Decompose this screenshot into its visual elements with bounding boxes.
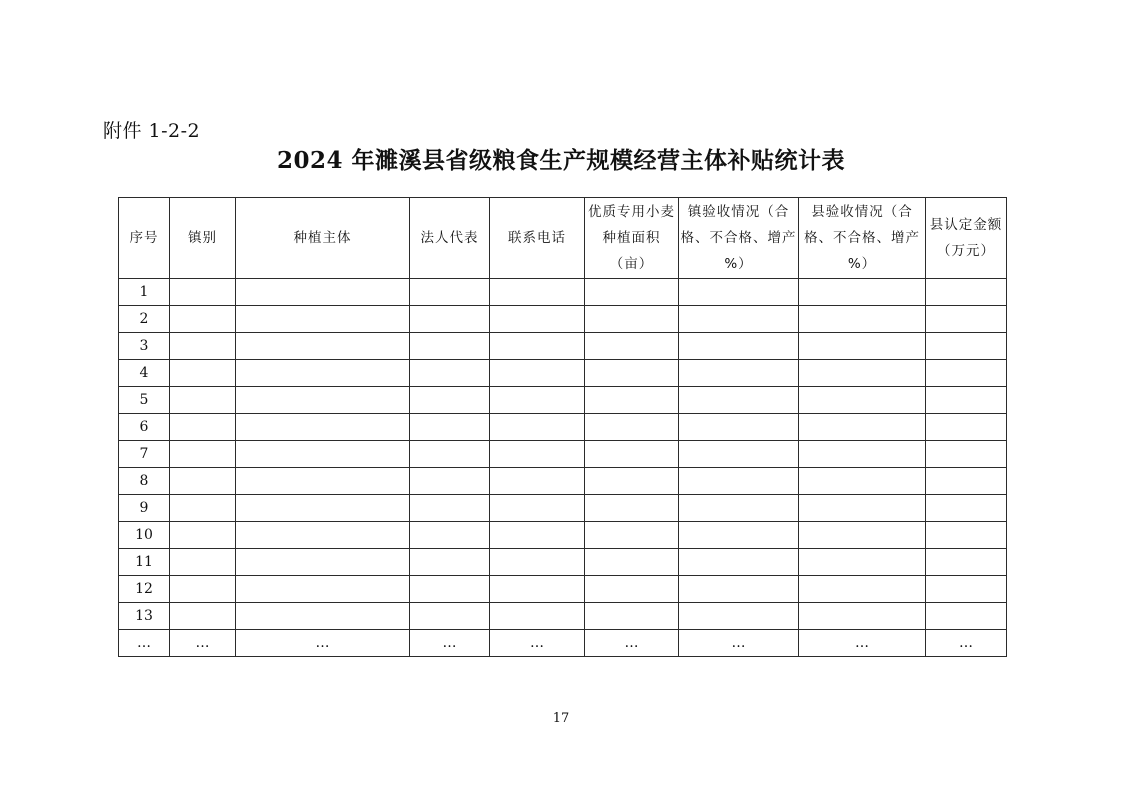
table-cell	[585, 414, 679, 441]
table-cell	[236, 495, 410, 522]
table-cell	[410, 333, 490, 360]
table-cell	[799, 414, 926, 441]
table-cell	[490, 495, 585, 522]
table-cell	[410, 603, 490, 630]
table-cell	[236, 549, 410, 576]
table-cell	[679, 549, 799, 576]
table-cell	[410, 414, 490, 441]
table-cell	[585, 387, 679, 414]
table-cell	[799, 603, 926, 630]
row-index-cell: 6	[119, 414, 170, 441]
table-cell	[236, 441, 410, 468]
table-cell	[410, 441, 490, 468]
table-cell	[679, 306, 799, 333]
table-row	[119, 522, 1007, 549]
attachment-label: 附件 1-2-2	[103, 120, 201, 142]
table-cell	[410, 576, 490, 603]
table-cell	[926, 414, 1007, 441]
header-legal-representative: 法人代表	[410, 198, 490, 279]
row-index-cell: 4	[119, 360, 170, 387]
row-index-cell: 1	[119, 279, 170, 306]
table-cell	[410, 522, 490, 549]
table-cell	[799, 306, 926, 333]
subsidy-statistics-table	[118, 197, 1007, 657]
table-cell	[679, 414, 799, 441]
table-cell	[799, 441, 926, 468]
table-cell: …	[410, 630, 490, 657]
table-cell	[926, 360, 1007, 387]
table-cell	[490, 414, 585, 441]
header-town: 镇别	[170, 198, 236, 279]
table-cell: …	[926, 630, 1007, 657]
table-row	[119, 306, 1007, 333]
table-cell	[679, 387, 799, 414]
table-cell: …	[679, 630, 799, 657]
table-row	[119, 333, 1007, 360]
table-cell	[679, 468, 799, 495]
table-cell	[926, 549, 1007, 576]
table-cell	[490, 360, 585, 387]
header-county-amount: 县认定金额（万元）	[926, 198, 1007, 279]
table-cell	[170, 306, 236, 333]
table-cell	[410, 549, 490, 576]
table-cell	[799, 468, 926, 495]
table-cell: …	[170, 630, 236, 657]
table-cell	[490, 279, 585, 306]
table-cell	[236, 468, 410, 495]
table-cell: …	[799, 630, 926, 657]
header-county-acceptance: 县验收情况（合格、不合格、增产 %）	[799, 198, 926, 279]
row-index-cell: 3	[119, 333, 170, 360]
row-index-cell: 10	[119, 522, 170, 549]
table-cell	[679, 360, 799, 387]
table-cell	[799, 576, 926, 603]
table-cell	[585, 522, 679, 549]
row-index-cell: 12	[119, 576, 170, 603]
table-row	[119, 603, 1007, 630]
table-cell	[926, 387, 1007, 414]
row-index-cell: 13	[119, 603, 170, 630]
table-cell	[926, 441, 1007, 468]
table-cell	[926, 306, 1007, 333]
table-cell	[410, 306, 490, 333]
table-cell	[799, 549, 926, 576]
table-body	[119, 279, 1007, 657]
row-index-cell: 9	[119, 495, 170, 522]
table-cell	[236, 603, 410, 630]
table-cell	[799, 522, 926, 549]
row-index-cell: 2	[119, 306, 170, 333]
row-index-cell: 7	[119, 441, 170, 468]
table-cell	[410, 279, 490, 306]
table-cell	[490, 468, 585, 495]
table-cell	[490, 576, 585, 603]
table-cell	[170, 279, 236, 306]
table-cell	[926, 468, 1007, 495]
table-cell	[236, 333, 410, 360]
table-cell	[585, 279, 679, 306]
table-cell	[585, 549, 679, 576]
table-cell	[170, 495, 236, 522]
header-wheat-area: 优质专用小麦种植面积（亩）	[585, 198, 679, 279]
table-row	[119, 576, 1007, 603]
table-cell	[170, 441, 236, 468]
table-row	[119, 387, 1007, 414]
table-cell	[170, 549, 236, 576]
header-planting-entity: 种植主体	[236, 198, 410, 279]
table-cell: …	[585, 630, 679, 657]
table-cell	[926, 576, 1007, 603]
table-cell	[490, 306, 585, 333]
table-cell	[236, 414, 410, 441]
table-row	[119, 468, 1007, 495]
table-cell	[799, 495, 926, 522]
table-cell	[410, 495, 490, 522]
table-cell	[236, 360, 410, 387]
table-row	[119, 414, 1007, 441]
header-town-acceptance: 镇验收情况（合格、不合格、增产 %）	[679, 198, 799, 279]
row-index-cell: 5	[119, 387, 170, 414]
table-cell	[926, 522, 1007, 549]
table-cell	[679, 279, 799, 306]
table-cell	[236, 387, 410, 414]
table-cell	[170, 576, 236, 603]
table-cell	[585, 576, 679, 603]
table-cell	[490, 522, 585, 549]
table-cell	[490, 441, 585, 468]
table-cell	[679, 495, 799, 522]
document-title: 2024 年濉溪县省级粮食生产规模经营主体补贴统计表	[276, 147, 846, 174]
table-row	[119, 549, 1007, 576]
table-cell	[236, 306, 410, 333]
table-cell	[926, 495, 1007, 522]
table-cell	[585, 333, 679, 360]
table-cell	[926, 279, 1007, 306]
table-cell	[410, 360, 490, 387]
table-cell	[490, 549, 585, 576]
table-cell	[679, 576, 799, 603]
table-cell	[585, 468, 679, 495]
table-cell	[585, 441, 679, 468]
table-row	[119, 495, 1007, 522]
table-cell	[236, 279, 410, 306]
table-cell	[585, 603, 679, 630]
table-cell	[170, 414, 236, 441]
table-cell: …	[490, 630, 585, 657]
table-cell	[410, 468, 490, 495]
table-cell	[679, 603, 799, 630]
table-cell	[585, 360, 679, 387]
table-cell	[170, 333, 236, 360]
table-cell	[490, 333, 585, 360]
table-cell	[170, 387, 236, 414]
table-cell	[490, 603, 585, 630]
table-cell	[799, 387, 926, 414]
row-index-cell: 11	[119, 549, 170, 576]
table-cell	[799, 333, 926, 360]
row-index-cell: 8	[119, 468, 170, 495]
table-cell	[170, 360, 236, 387]
header-contact-phone: 联系电话	[490, 198, 585, 279]
table-cell	[799, 360, 926, 387]
table-cell	[170, 468, 236, 495]
table-cell	[236, 522, 410, 549]
row-index-cell: …	[119, 630, 170, 657]
table-cell	[585, 495, 679, 522]
table-cell	[679, 441, 799, 468]
table-cell	[926, 603, 1007, 630]
table-cell	[410, 387, 490, 414]
table-row	[119, 279, 1007, 306]
table-cell	[170, 603, 236, 630]
table-cell	[799, 279, 926, 306]
table-cell	[490, 387, 585, 414]
table-cell	[585, 306, 679, 333]
table-cell	[236, 576, 410, 603]
header-row	[119, 198, 1007, 279]
table-row	[119, 441, 1007, 468]
table-row	[119, 360, 1007, 387]
table-cell	[679, 333, 799, 360]
table-row	[119, 630, 1007, 657]
table-cell	[926, 333, 1007, 360]
page-number: 17	[552, 711, 570, 726]
header-index: 序号	[119, 198, 170, 279]
table-cell	[679, 522, 799, 549]
table-cell: …	[236, 630, 410, 657]
table-cell	[170, 522, 236, 549]
